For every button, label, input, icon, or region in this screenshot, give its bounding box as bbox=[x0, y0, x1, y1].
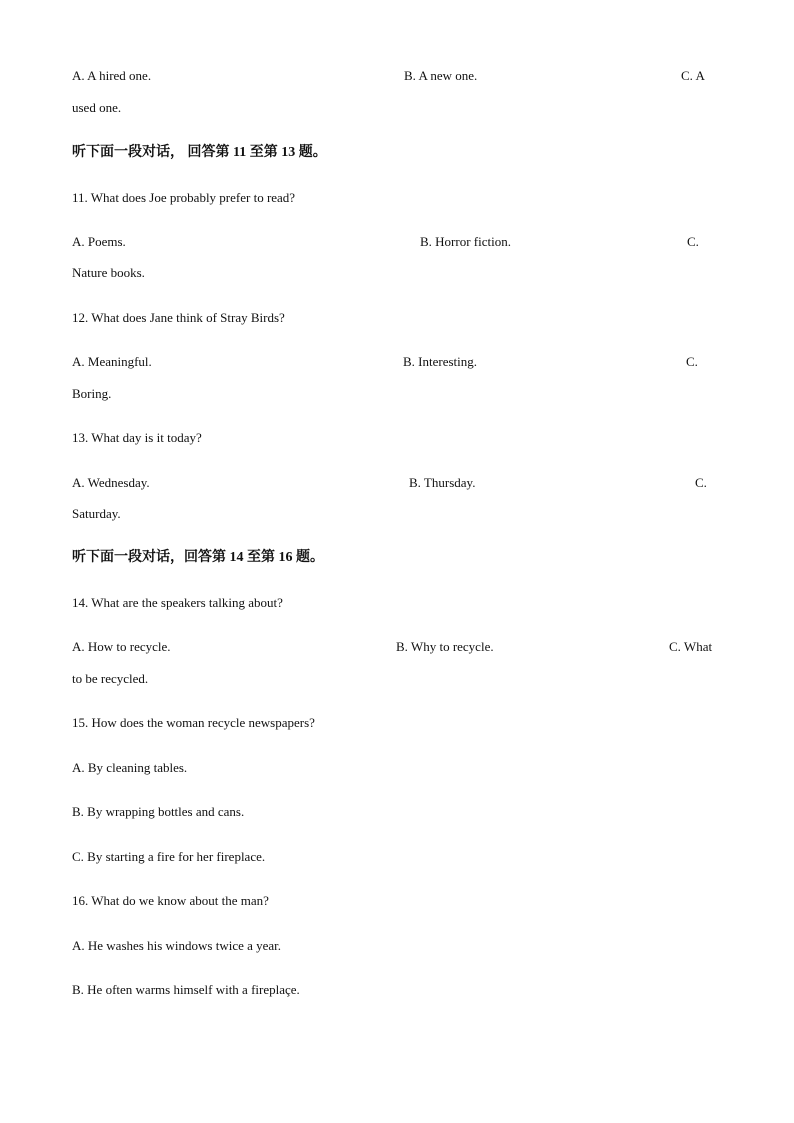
q14-option-c-continued: to be recycled. bbox=[72, 671, 149, 686]
section-heading-14-16: 听下面一段对话，回答第 14 至第 16 题。 bbox=[72, 550, 324, 565]
q15-option-b: B. By wrapping bottles and cans. bbox=[72, 804, 245, 819]
q16-question: 16. What do we know about the man? bbox=[72, 893, 269, 908]
q10-option-c: C. A bbox=[681, 68, 705, 83]
q15-question: 15. How does the woman recycle newspapers? bbox=[72, 715, 315, 730]
section-heading-11-13: 听下面一段对话， 回答第 11 至第 13 题。 bbox=[72, 145, 327, 160]
q10-option-c-continued: used one. bbox=[72, 100, 122, 115]
q12-option-a: A. Meaningful. bbox=[72, 354, 152, 369]
q13-option-c-continued: Saturday. bbox=[72, 506, 121, 521]
q15-option-a: A. By cleaning tables. bbox=[72, 760, 188, 775]
q12-option-c: C. bbox=[686, 354, 698, 369]
q14-option-b: B. Why to recycle. bbox=[396, 639, 494, 654]
q14-option-c: C. What bbox=[669, 639, 713, 654]
q13-option-a: A. Wednesday. bbox=[72, 475, 150, 490]
q10-option-a: A. A hired one. bbox=[72, 68, 152, 83]
q16-option-a: A. He washes his windows twice a year. bbox=[72, 938, 282, 953]
q11-option-a: A. Poems. bbox=[72, 234, 126, 249]
q15-option-c: C. By starting a fire for her fireplace. bbox=[72, 849, 266, 864]
q11-question: 11. What does Joe probably prefer to read? bbox=[72, 190, 296, 205]
q12-option-b: B. Interesting. bbox=[403, 354, 478, 369]
q13-option-c: C. bbox=[695, 475, 707, 490]
q10-option-b: B. A new one. bbox=[404, 68, 478, 83]
q13-question: 13. What day is it today? bbox=[72, 430, 202, 445]
q16-option-b: B. He often warms himself with a fireplaçe. bbox=[72, 982, 300, 997]
q11-option-b: B. Horror fiction. bbox=[420, 234, 511, 249]
q12-question: 12. What does Jane think of Stray Birds? bbox=[72, 310, 285, 325]
q11-option-c-continued: Nature books. bbox=[72, 265, 145, 280]
q13-option-b: B. Thursday. bbox=[409, 475, 476, 490]
q14-question: 14. What are the speakers talking about? bbox=[72, 595, 283, 610]
q11-option-c: C. bbox=[687, 234, 699, 249]
q14-option-a: A. How to recycle. bbox=[72, 639, 171, 654]
q12-option-c-continued: Boring. bbox=[72, 386, 112, 401]
